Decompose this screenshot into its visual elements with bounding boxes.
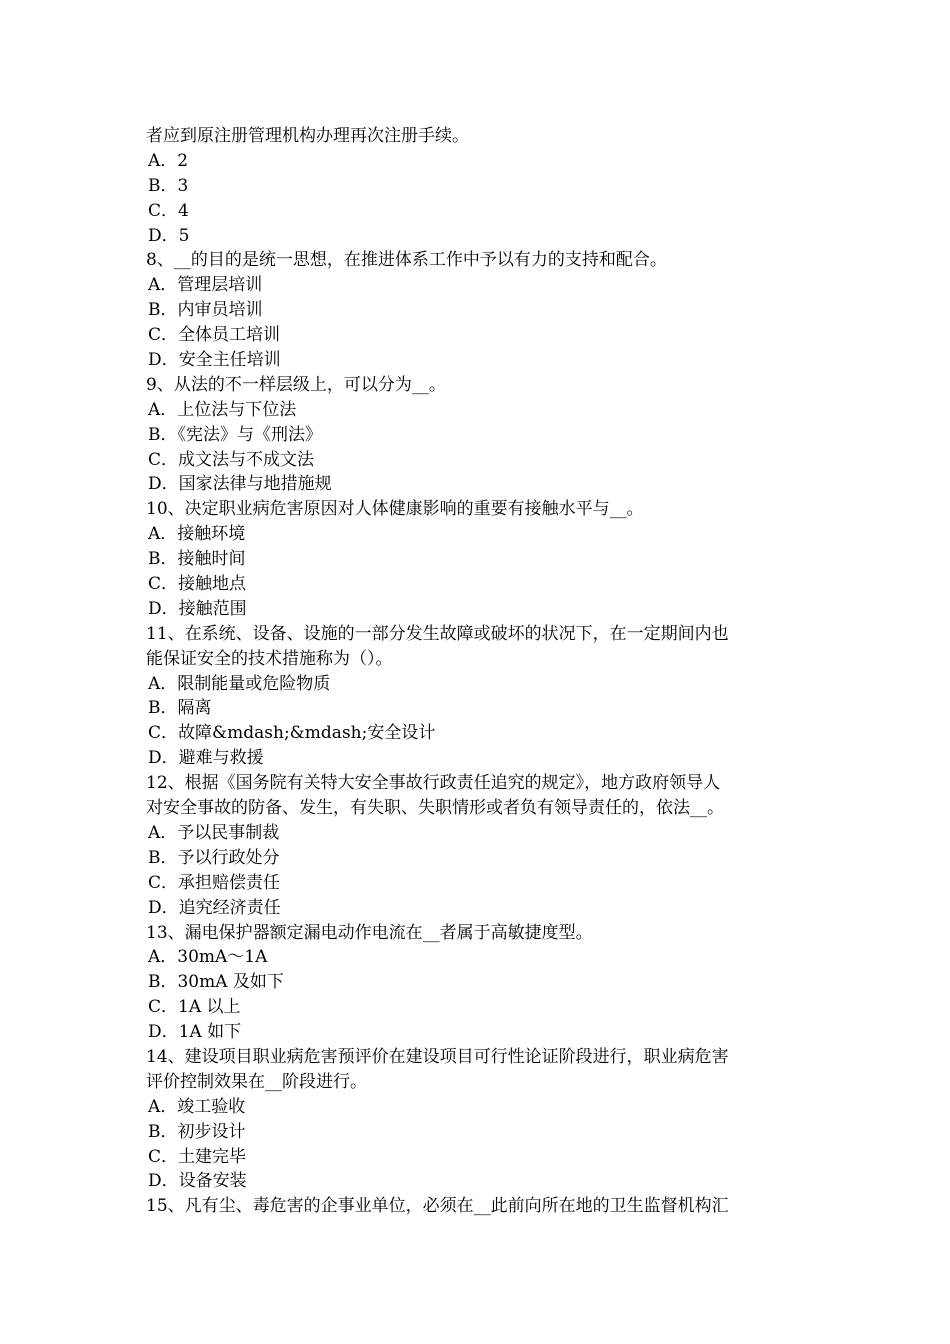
question-text: 8、__的目的是统一思想，在推进体系工作中予以有力的支持和配合。 xyxy=(146,250,667,271)
answer-option: B．30mA 及如下 xyxy=(148,972,284,993)
answer-option: B．予以行政处分 xyxy=(148,847,280,868)
answer-option: B．隔离 xyxy=(148,698,212,719)
answer-option: C．成文法与不成文法 xyxy=(148,449,315,470)
answer-option: D．接触范围 xyxy=(148,598,247,619)
answer-option: A．接触环境 xyxy=(148,524,246,545)
question-continuation: 评价控制效果在__阶段进行。 xyxy=(146,1071,367,1092)
question-text: 14、建设项目职业病危害预评价在建设项目可行性论证阶段进行，职业病危害 xyxy=(146,1046,729,1067)
answer-option: D．避难与救援 xyxy=(148,748,264,769)
answer-option: D．安全主任培训 xyxy=(148,350,281,371)
answer-option: A．上位法与下位法 xyxy=(148,399,297,420)
answer-option: B．3 xyxy=(148,175,189,196)
question-continuation: 能保证安全的技术措施称为（）。 xyxy=(146,648,393,669)
answer-option: A．2 xyxy=(148,150,189,171)
answer-option: B．初步设计 xyxy=(148,1121,246,1142)
answer-option: A．竣工验收 xyxy=(148,1096,246,1117)
answer-option: D．国家法律与地措施规 xyxy=(148,474,332,495)
question-text: 12、根据《国务院有关特大安全事故行政责任追究的规定》，地方政府领导人 xyxy=(146,773,721,794)
answer-option: D．5 xyxy=(148,225,190,246)
question-text: 13、漏电保护器额定漏电动作电流在__者属于高敏捷度型。 xyxy=(146,922,593,943)
answer-option: C．故障&mdash;&mdash;安全设计 xyxy=(148,723,436,744)
answer-option: D．追究经济责任 xyxy=(148,897,281,918)
document-body xyxy=(146,124,818,1219)
question-text: 15、凡有尘、毒危害的企事业单位，必须在__此前向所在地的卫生监督机构汇 xyxy=(146,1196,729,1217)
answer-option: A．30mA～1A xyxy=(148,947,268,968)
answer-option: C．4 xyxy=(148,200,189,221)
answer-option: B．内审员培训 xyxy=(148,300,263,321)
answer-option: C．全体员工培训 xyxy=(148,325,281,346)
answer-option: C．土建完毕 xyxy=(148,1146,247,1167)
question-text: 9、从法的不一样层级上，可以分为__。 xyxy=(146,374,446,395)
answer-option: B．《宪法》与《刑法》 xyxy=(148,424,322,445)
question-continuation: 者应到原注册管理机构办理再次注册手续。 xyxy=(146,126,469,146)
answer-option: A．限制能量或危险物质 xyxy=(148,673,331,694)
answer-option: B．接触时间 xyxy=(148,549,246,570)
answer-option: A．管理层培训 xyxy=(148,275,263,296)
answer-option: C．接触地点 xyxy=(148,574,247,595)
question-text: 11、在系统、设备、设施的一部分发生故障或破坏的状况下，在一定期间内也 xyxy=(146,623,729,644)
answer-option: D．1A 如下 xyxy=(148,1022,242,1043)
answer-option: A．予以民事制裁 xyxy=(148,822,280,843)
answer-option: D．设备安装 xyxy=(148,1171,247,1192)
answer-option: C．1A 以上 xyxy=(148,997,241,1018)
answer-option: C．承担赔偿责任 xyxy=(148,872,281,893)
question-continuation: 对安全事故的防备、发生，有失职、失职情形或者负有领导责任的，依法__。 xyxy=(146,798,724,819)
question-text: 10、决定职业病危害原因对人体健康影响的重要有接触水平与__。 xyxy=(146,499,644,520)
